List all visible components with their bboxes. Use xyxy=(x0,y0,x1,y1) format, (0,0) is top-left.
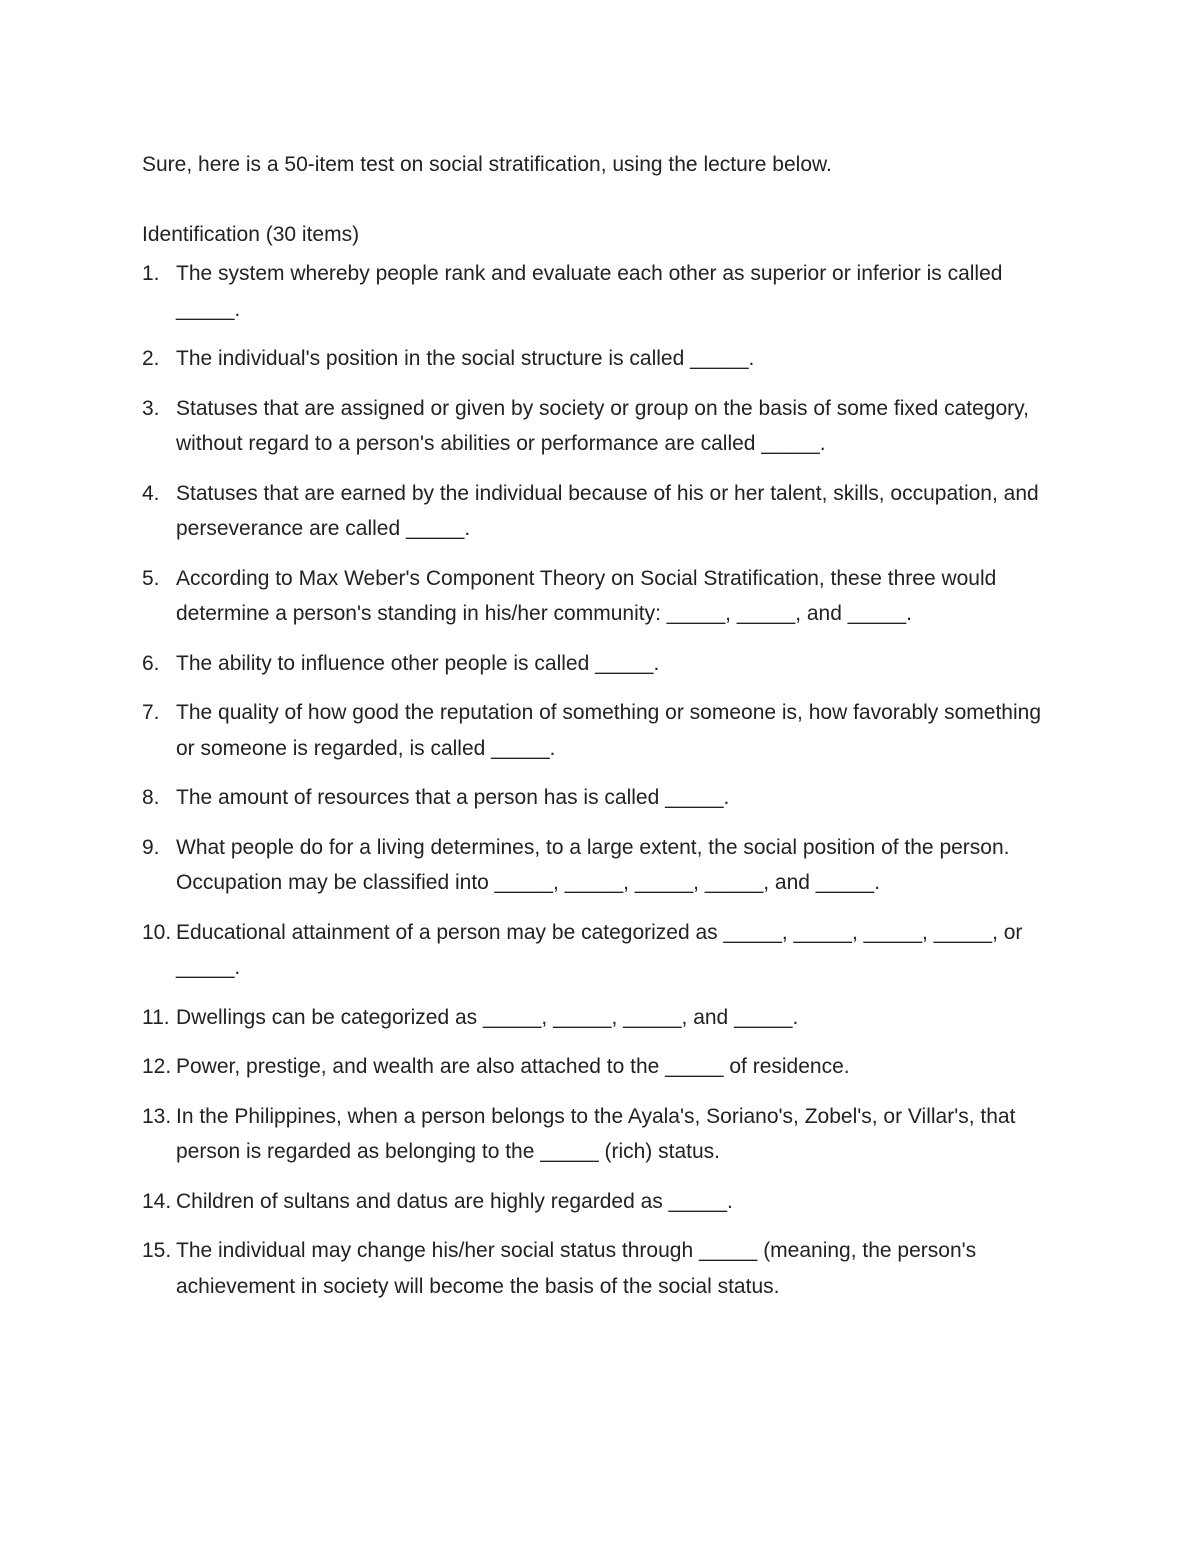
question-text: The individual may change his/her social status through _____ (meaning, the person's achievement in society will become the basis of the social status. xyxy=(176,1239,977,1298)
question-number: 8. xyxy=(142,786,160,809)
question-item xyxy=(142,1000,1062,1036)
question-number: 6. xyxy=(142,651,160,675)
question-item xyxy=(142,391,1062,462)
question-number: 3. xyxy=(142,396,160,420)
question-item xyxy=(142,256,1062,327)
question-text: What people do for a living determines, to a large extent, the social position of the person. Occupation may be classified into _____, _____, _____, _____, and _____. xyxy=(176,835,1010,894)
question-number: 15. xyxy=(142,1239,172,1262)
section-heading: Identification (30 items) xyxy=(142,223,360,246)
question-list xyxy=(142,256,1062,1318)
question-item xyxy=(142,1233,1062,1304)
question-item xyxy=(142,1184,1062,1220)
question-number: 10. xyxy=(142,920,172,944)
question-text: Statuses that are assigned or given by society or group on the basis of some fixed category, without regard to a person's abilities or performance are called _____. xyxy=(176,396,1029,455)
question-item xyxy=(142,341,1062,377)
question-text: Children of sultans and datus are highly regarded as _____. xyxy=(176,1189,733,1213)
question-item xyxy=(142,476,1062,547)
question-item xyxy=(142,915,1062,986)
question-number: 9. xyxy=(142,835,160,859)
question-number: 11. xyxy=(142,1005,170,1029)
question-item xyxy=(142,780,1062,816)
question-text: The amount of resources that a person has is called _____. xyxy=(176,786,730,809)
question-number: 14. xyxy=(142,1189,172,1213)
question-text: The individual's position in the social structure is called _____. xyxy=(176,347,755,370)
question-item xyxy=(142,646,1062,682)
question-text: Power, prestige, and wealth are also attached to the _____ of residence. xyxy=(176,1055,850,1078)
question-number: 7. xyxy=(142,701,160,724)
question-text: In the Philippines, when a person belongs to the Ayala's, Soriano's, Zobel's, or Villar's, that person is regarded as belonging to the _____ (rich) status. xyxy=(176,1104,1016,1163)
question-number: 5. xyxy=(142,566,160,590)
question-text: The ability to influence other people is called _____. xyxy=(176,651,660,675)
question-text: Statuses that are earned by the individual because of his or her talent, skills, occupation, and perseverance are called _____. xyxy=(176,481,1039,540)
question-item xyxy=(142,830,1062,901)
question-item xyxy=(142,1049,1062,1085)
intro-text: Sure, here is a 50-item test on social stratification, using the lecture below. xyxy=(142,153,832,176)
question-text: The system whereby people rank and evaluate each other as superior or inferior is called _____. xyxy=(176,262,1003,321)
question-item xyxy=(142,695,1062,766)
question-item xyxy=(142,561,1062,632)
question-text: Dwellings can be categorized as _____, _____, _____, and _____. xyxy=(176,1005,799,1029)
question-number: 4. xyxy=(142,481,160,505)
question-text: The quality of how good the reputation of something or someone is, how favorably something or someone is regarded, is called _____. xyxy=(176,701,1042,760)
question-text: Educational attainment of a person may be categorized as _____, _____, _____, _____, or _____. xyxy=(176,920,1023,979)
question-text: According to Max Weber's Component Theory on Social Stratification, these three would determine a person's standing in his/her community: _____, _____, and _____. xyxy=(176,566,997,625)
question-number: 12. xyxy=(142,1055,172,1078)
question-number: 2. xyxy=(142,347,160,370)
question-number: 1. xyxy=(142,262,160,285)
question-number: 13. xyxy=(142,1104,172,1128)
question-item xyxy=(142,1099,1062,1170)
